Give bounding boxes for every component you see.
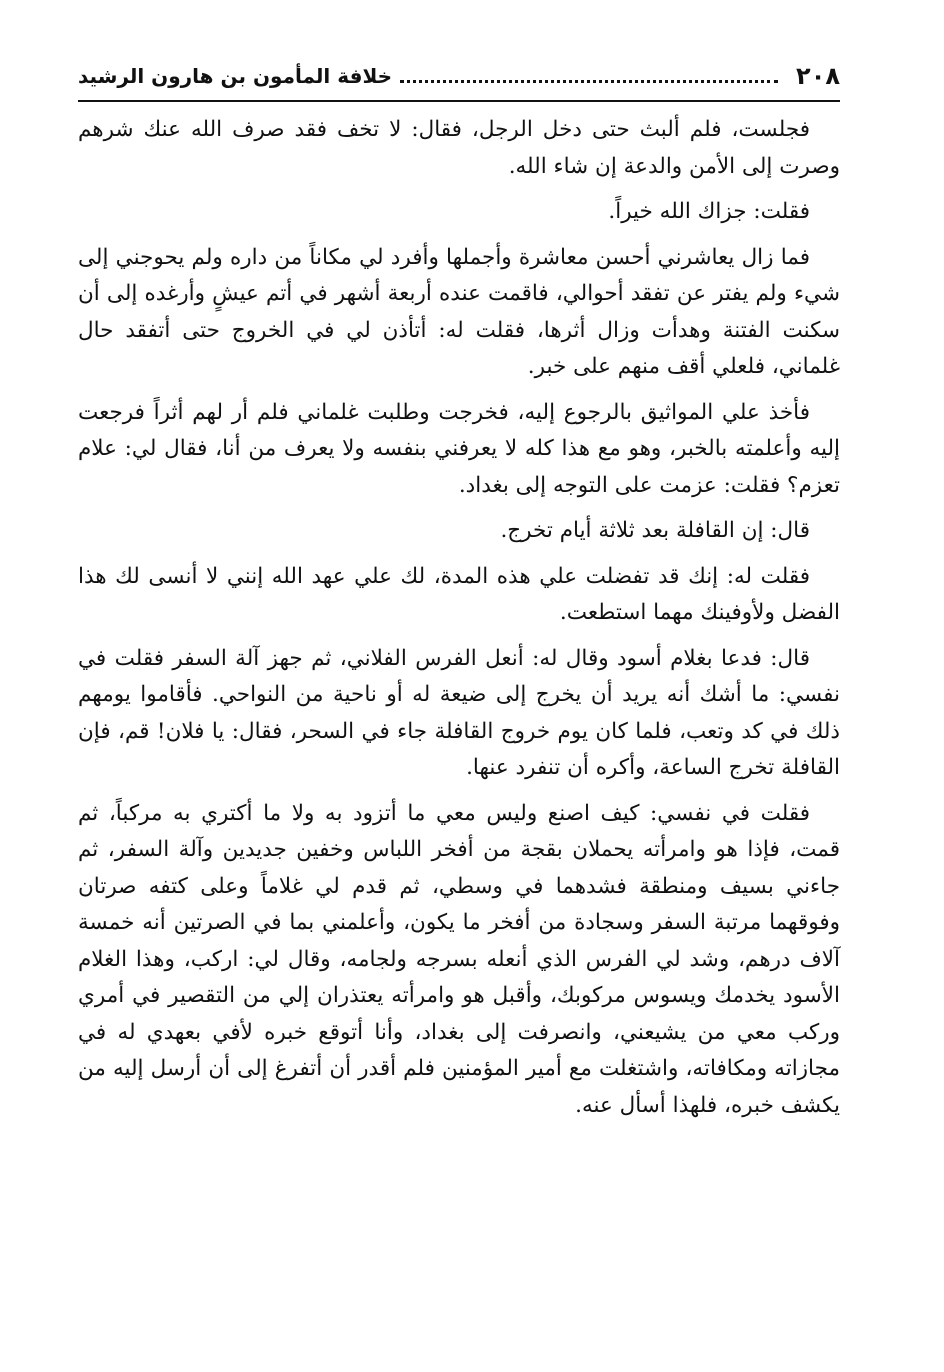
paragraph: فأخذ علي المواثيق بالرجوع إليه، فخرجت وطلبت غلماني فلم أر لهم أثراً فرجعت إليه وأعلمته بالخبر، وهو مع هذا كله لا يعرفني بنفسه ولا يعرف من أنا، فقال لي: علام تعزم؟ فقلت: عزمت على التوجه إلى بغداد. <box>78 399 840 498</box>
paragraph: فقلت له: إنك قد تفضلت علي هذه المدة، لك علي عهد الله إنني لا أنسى لك هذا الفضل ولأوفينك مهما استطعت. <box>78 563 840 625</box>
paragraph: فجلست، فلم ألبث حتى دخل الرجل، فقال: لا تخف فقد صرف الله عنك شرهم وصرت إلى الأمن والدعة إن شاء الله. <box>78 117 840 179</box>
page-body <box>78 112 840 1133</box>
page-number: ٢٠٨ <box>796 62 840 90</box>
paragraph: قال: إن القافلة بعد ثلاثة أيام تخرج. <box>500 518 810 543</box>
paragraph: قال: فدعا بغلام أسود وقال له: أنعل الفرس الفلاني، ثم جهز آلة السفر فقلت في نفسي: ما أشك أنه يريد أن يخرج إلى ضيعة له أو ناحية من النواحي. فأقاموا يومهم ذلك في كد وتعب، فلما كان يوم خروج القافلة جاء في السحر، فقال: يا فلان! قم، فإن القافلة تخرج الساعة، وأكره أن تنفرد عنها. <box>78 645 840 780</box>
book-title: خلافة المأمون بن هارون الرشيد <box>78 64 393 88</box>
paragraph: فقلت: جزاك الله خيراً. <box>608 199 810 224</box>
running-header <box>78 52 840 102</box>
paragraph: فما زال يعاشرني أحسن معاشرة وأجملها وأفرد لي مكاناً من داره ولم يحوجني إلى شيء ولم يفتر عن تفقد أحوالي، فاقمت عنده أربعة أشهر في أتم عيشٍ وأرغده إلى أن سكنت الفتنة وهدأت وزال أثرها، فقلت له: أتأذن لي في الخروج حتى أتفقد حال غلماني، فلعلي أقف منهم على خبر. <box>78 244 840 379</box>
header-dot-leader <box>400 70 778 83</box>
paragraph: فقلت في نفسي: كيف اصنع وليس معي ما أتزود به ولا ما أكتري به مركباً، ثم قمت، فإذا هو وامرأته يحملان بقجة من أفخر اللباس وخفين جديدين وآلة السفر، ثم جاءني بسيف ومنطقة فشدهما في وسطي، ثم قدم لي غلاماً وعلى كتفه صرتان وفوقهما مرتبة السفر وسجادة من أفخر ما يكون، وأعلمني بما في الصرتين أنه خمسة آلاف درهم، وشد لي الفرس الذي أنعله بسرجه ولجامه، وقال لي: اركب، وهذا الغلام الأسود يخدمك ويسوس مركوبك، وأقبل هو وامرأته يعتذران إلي من التقصير في أمري وركب معي من يشيعني، وانصرفت إلى بغداد، وأنا أتوقع خبره لأفي بعهدي له في مجازاته ومكافاته، واشتغلت مع أمير المؤمنين فلم أقدر أن أتفرغ إلى أن أرسل إليه من يكشف خبره، فلهذا أسأل عنه. <box>78 800 840 1118</box>
